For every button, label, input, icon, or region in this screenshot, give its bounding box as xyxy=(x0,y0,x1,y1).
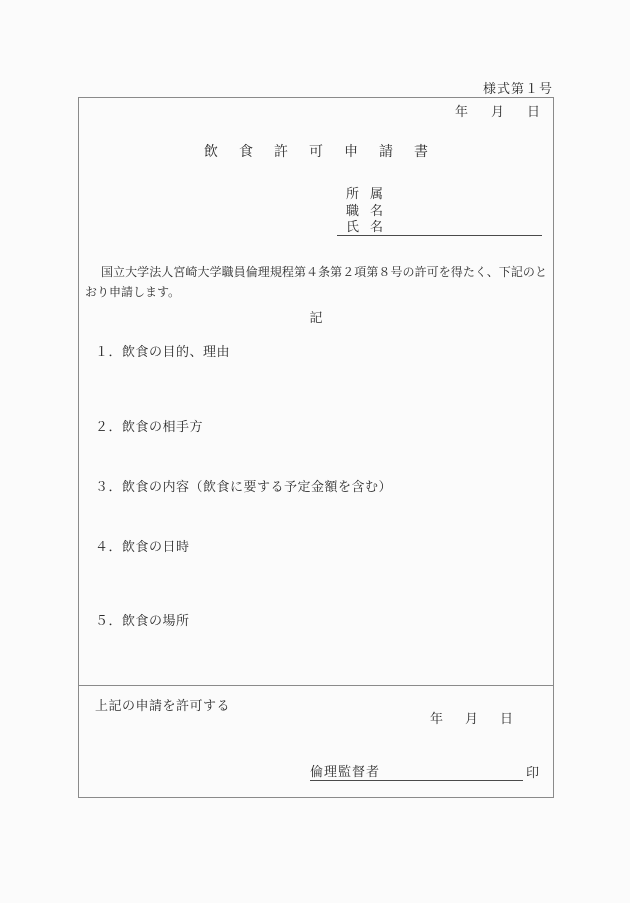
name-field[interactable] xyxy=(337,219,542,236)
approval-day-label: 日 xyxy=(500,711,514,726)
approval-month-label: 月 xyxy=(465,711,479,726)
year-label: 年 xyxy=(455,104,469,119)
day-label: 日 xyxy=(527,104,541,119)
form-number-label: 様式第１号 xyxy=(482,81,553,96)
month-label: 月 xyxy=(491,104,505,119)
application-statement: 国立大学法人宮崎大学職員倫理規程第４条第２項第８号の許可を得たく、下記のとおり申請します。 xyxy=(85,265,547,299)
document-title: 飲食許可申請書 xyxy=(204,145,449,160)
application-form-box xyxy=(78,97,554,798)
approval-year-label: 年 xyxy=(430,711,444,726)
item-content-amount: ３．飲食の内容（飲食に要する予定金額を含む） xyxy=(95,479,393,494)
position-label: 職名 xyxy=(346,202,395,218)
approval-section-divider xyxy=(78,685,554,686)
affiliation-field[interactable] xyxy=(337,186,542,203)
position-field[interactable] xyxy=(337,203,542,220)
affiliation-label: 所属 xyxy=(346,186,395,201)
item-place: ５．飲食の場所 xyxy=(95,613,190,628)
approval-statement: 上記の申請を許可する xyxy=(95,698,231,713)
supervisor-signature-row xyxy=(310,764,539,781)
supervisor-label: 倫理監督者 xyxy=(310,764,381,779)
item-purpose-reason: １．飲食の目的、理由 xyxy=(95,344,231,359)
approval-date-row[interactable] xyxy=(430,708,513,727)
name-label: 氏名 xyxy=(346,219,395,234)
item-counterpart: ２．飲食の相手方 xyxy=(95,419,204,434)
supervisor-signature-line[interactable] xyxy=(310,764,523,781)
record-heading: 記 xyxy=(309,310,323,325)
applicant-info-block xyxy=(337,186,542,236)
application-date-row[interactable] xyxy=(455,101,540,120)
seal-label: 印 xyxy=(526,765,540,780)
item-date-time: ４．飲食の日時 xyxy=(95,539,190,554)
